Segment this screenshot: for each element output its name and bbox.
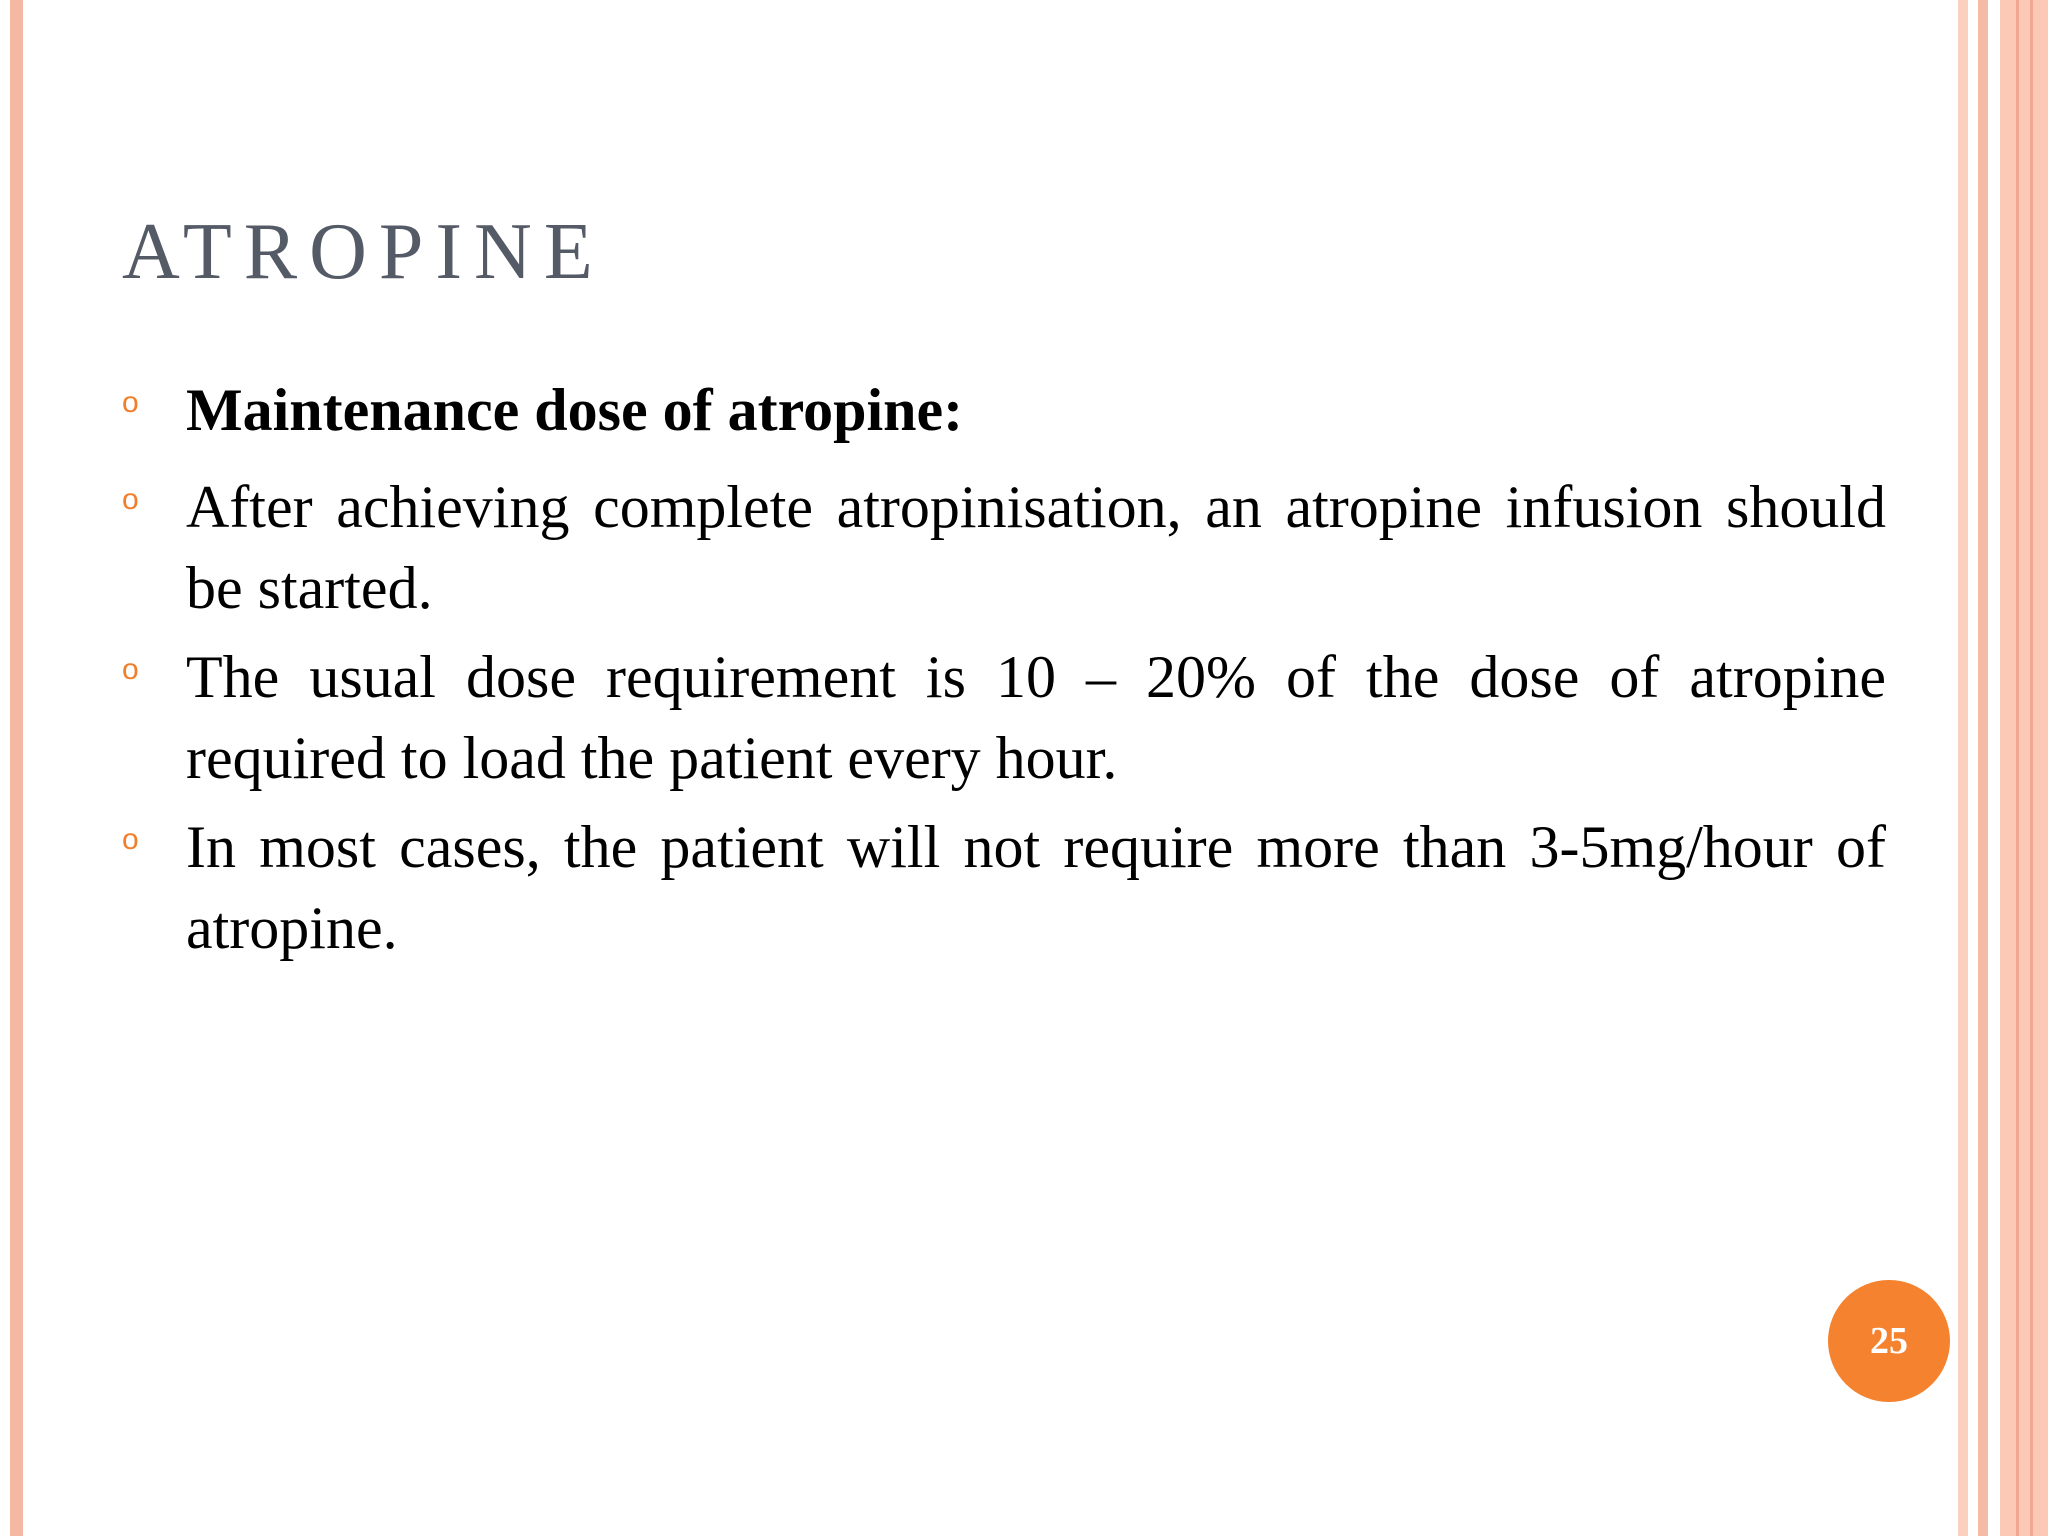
- bullet-item: [0, 807, 2048, 969]
- bullet-item: [0, 467, 2048, 629]
- bullet-text: Maintenance dose of atropine:: [186, 377, 964, 443]
- bullet-item: [0, 637, 2048, 799]
- bullet-text: In most cases, the patient will not require more than 3-5mg/hour of atropine.: [186, 814, 1886, 961]
- bullet-marker-icon: o: [122, 386, 139, 419]
- bullet-marker-icon: o: [122, 823, 139, 856]
- page-number: 25: [1870, 1320, 1908, 1362]
- bullet-marker-icon: o: [122, 483, 139, 516]
- bullet-marker-icon: o: [122, 653, 139, 686]
- bullet-list: [0, 370, 2048, 977]
- bullet-item: [0, 370, 2048, 451]
- slide-title: ATROPINE: [122, 208, 605, 296]
- bullet-text: After achieving complete atropinisation, an atropine infusion should be started.: [186, 474, 1886, 621]
- page-number-badge: [1828, 1280, 1950, 1402]
- bullet-text: The usual dose requirement is 10 – 20% of the dose of atropine required to load the patient every hour.: [186, 644, 1886, 791]
